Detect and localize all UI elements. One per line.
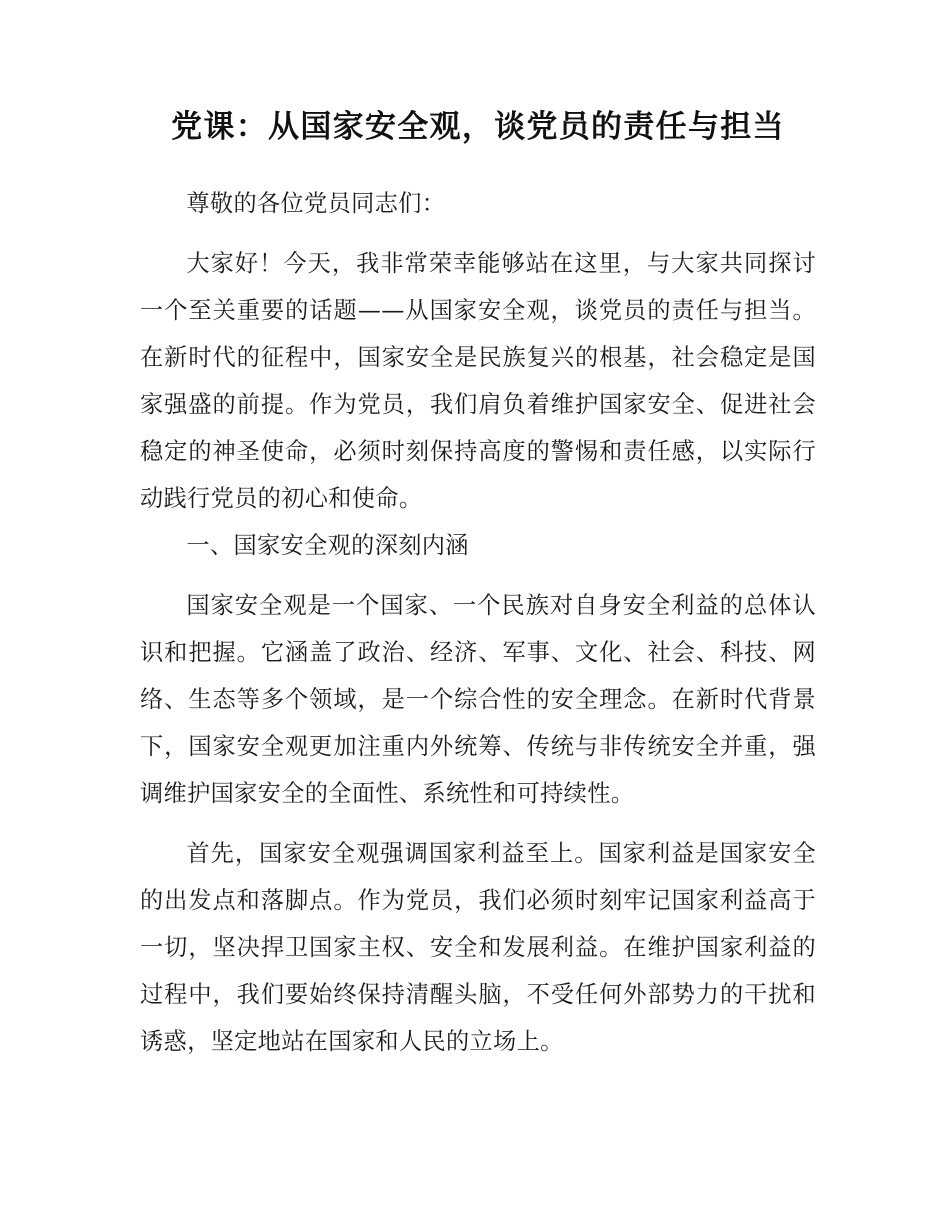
page-title: 党课：从国家安全观，谈党员的责任与担当 bbox=[171, 109, 785, 145]
section-1-paragraph-2: 首先，国家安全观强调国家利益至上。国家利益是国家安全的出发点和落脚点。作为党员，我们必须时刻牢记国家利益高于一切，坚决捍卫国家主权、安全和发展利益。在维护国家利益的过程中，我们要始终保持清醒头脑，不受任何外部势力的干扰和诱惑，坚定地站在国家和人民的立场上。 bbox=[140, 840, 816, 1055]
section-1-paragraph-1: 国家安全观是一个国家、一个民族对自身安全利益的总体认识和把握。它涵盖了政治、经济、军事、文化、社会、科技、网络、生态等多个领域，是一个综合性的安全理念。在新时代背景下，国家安全观更加注重内外统筹、传统与非传统安全并重，强调维护国家安全的全面性、系统性和可持续性。 bbox=[140, 592, 816, 807]
section-heading-1: 一、国家安全观的深刻内涵 bbox=[186, 532, 469, 559]
salutation-line: 尊敬的各位党员同志们： bbox=[186, 190, 446, 217]
opening-paragraph: 大家好！今天，我非常荣幸能够站在这里，与大家共同探讨一个至关重要的话题——从国家安全观，谈党员的责任与担当。在新时代的征程中，国家安全是民族复兴的根基，社会稳定是国家强盛的前提。作为党员，我们肩负着维护国家安全、促进社会稳定的神圣使命，必须时刻保持高度的警惕和责任感，以实际行动践行党员的初心和使命。 bbox=[140, 250, 816, 512]
document-body bbox=[140, 0, 816, 1065]
